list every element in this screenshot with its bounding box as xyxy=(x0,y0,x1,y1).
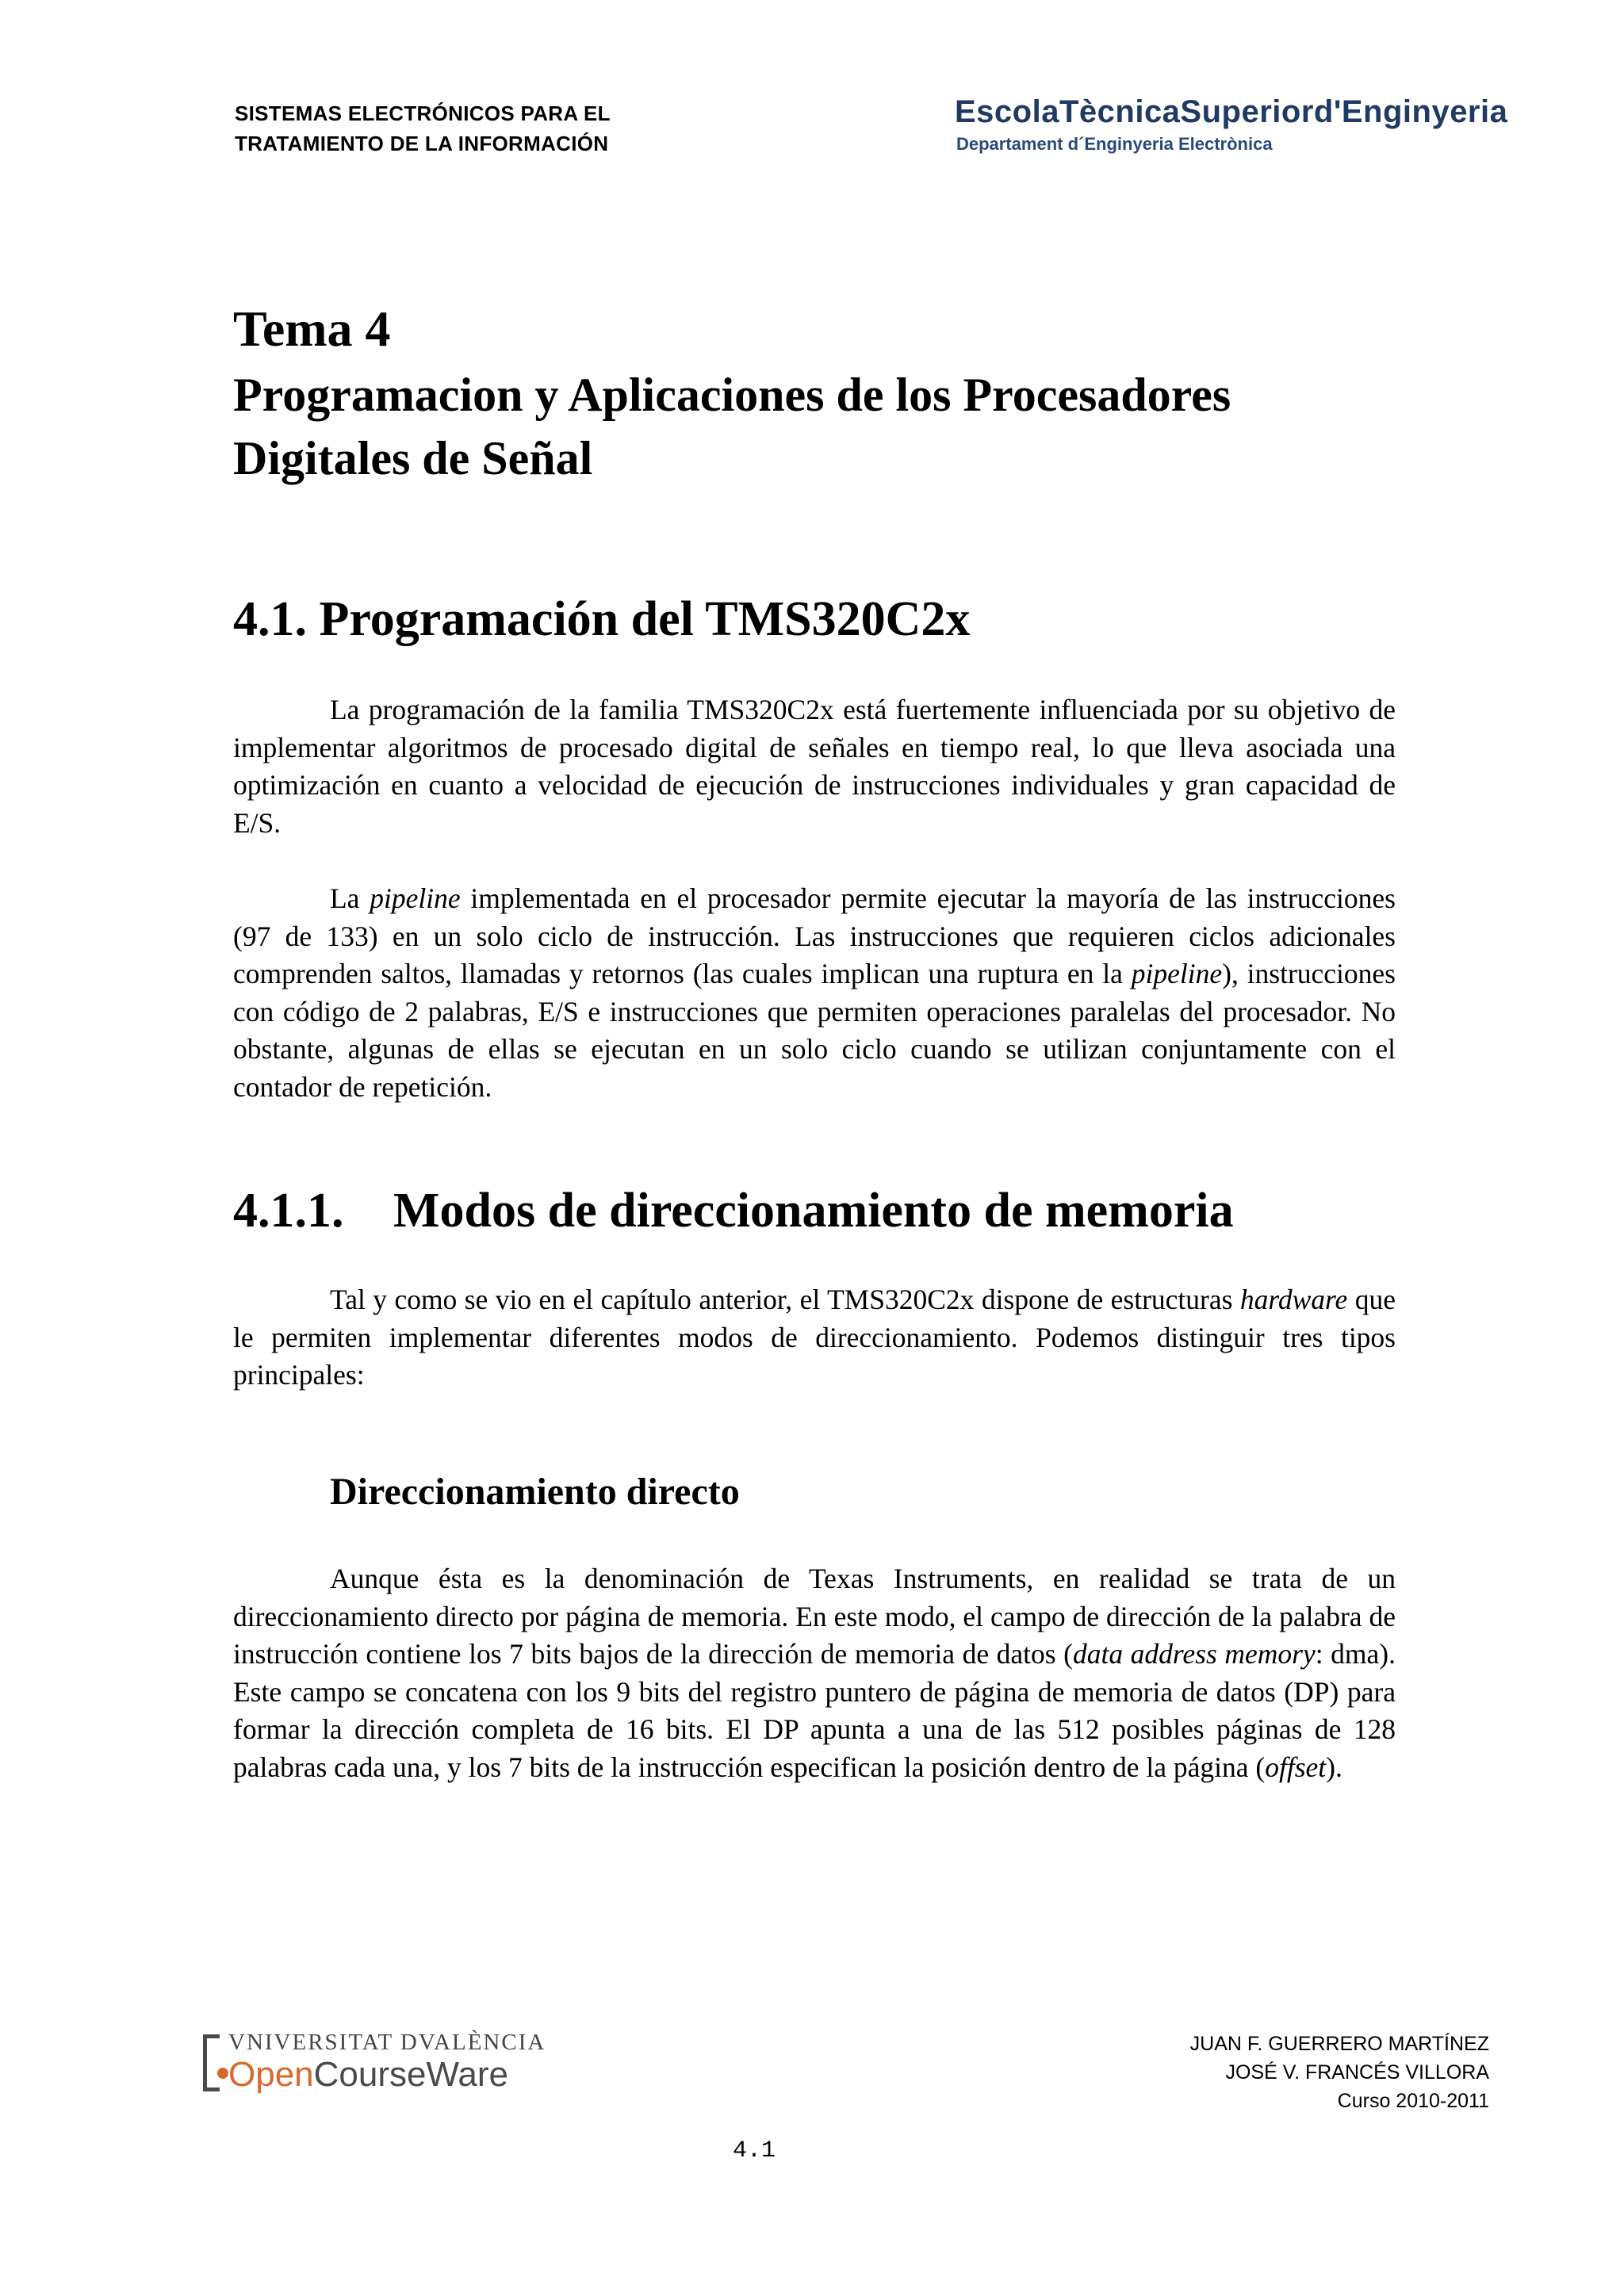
italic-term: hardware xyxy=(1239,1284,1348,1315)
school-name: EscolaTècnicaSuperiord'Enginyeria xyxy=(955,94,1508,129)
header-line-1: SISTEMAS ELECTRÓNICOS PARA EL xyxy=(235,101,611,125)
paragraph xyxy=(233,691,1396,842)
author-2: JOSÉ V. FRANCÉS VILLORA xyxy=(1225,2061,1489,2084)
ocw-open: Open xyxy=(228,2055,314,2094)
italic-term: data address memory xyxy=(1072,1638,1316,1670)
paragraph-text: La xyxy=(330,882,370,914)
paragraph xyxy=(233,880,1396,1106)
paragraph-text: implementada en el procesador permite ejecutar la mayoría de las instrucciones (97 de 133) en un solo ciclo de instrucción. Las instrucciones que requieren ciclos adicionales comprenden saltos, llamadas y retornos (las cuales implican una ruptura en la xyxy=(233,882,1396,989)
chapter-subtitle xyxy=(233,363,1423,490)
chapter-subtitle-line-2: Digitales de Señal xyxy=(233,432,593,484)
university-name: VNIVERSITAT DVALÈNCIA xyxy=(228,2030,546,2055)
paragraph-text: Tal y como se vio en el capítulo anterior, el TMS320C2x dispone de estructuras xyxy=(330,1284,1240,1315)
paragraph xyxy=(233,1560,1396,1786)
opencourseware-wordmark xyxy=(203,2056,568,2094)
logo-dot-icon xyxy=(217,2068,228,2079)
paragraph-text: que le permiten implementar diferentes modos de direccionamiento. Podemos distinguir tres tipos principales: xyxy=(233,1284,1396,1391)
paragraph-text: La programación de la familia TMS320C2x está fuertemente influenciada por su objetivo de implementar algoritmos de procesado digital de señales en tiempo real, lo que lleva asociada una optimización en cuanto a velocidad de ejecución de instrucciones individuales y gran capacidad de E/S. xyxy=(233,694,1396,839)
paragraph-text: ), instrucciones con código de 2 palabras, E/S e instrucciones que permiten operaciones paralelas del procesador. No obstante, algunas de ellas se ejecutan en un solo ciclo cuando se utilizan conjuntamente con el contador de repetición. xyxy=(233,958,1396,1103)
school-logo xyxy=(955,91,1508,167)
subsection-heading xyxy=(233,1180,1234,1242)
authors-block xyxy=(934,2030,1489,2115)
page-number: 4.1 xyxy=(733,2137,776,2164)
paragraph xyxy=(233,1281,1396,1395)
italic-term: offset xyxy=(1265,1751,1327,1783)
school-department: Departament d´Enginyeria Electrònica xyxy=(956,134,1273,154)
section-heading: 4.1. Programación del TMS320C2x xyxy=(233,592,971,646)
course-year: Curso 2010-2011 xyxy=(1337,2090,1489,2112)
paragraph-text: Aunque ésta es la denominación de Texas Instruments, en realidad se trata de un direccionamiento directo por página de memoria. En este modo, el campo de dirección de la palabra de instrucción contiene los 7 bits bajos de la dirección de memoria de datos ( xyxy=(233,1563,1396,1670)
paragraph-text: : dma). Este campo se concatena con los 9 bits del registro puntero de página de memoria de datos (DP) para formar la dirección completa de 16 bits. El DP apunta a una de las 512 posibles páginas de 128 palabras cada una, y los 7 bits de la instrucción especifican la posición dentro de la página ( xyxy=(233,1638,1396,1783)
italic-term: pipeline xyxy=(1131,958,1223,989)
chapter-subtitle-line-1: Programacion y Aplicaciones de los Procesadores xyxy=(233,369,1231,421)
running-header xyxy=(235,98,611,159)
logo-bracket-icon xyxy=(203,2034,220,2091)
chapter-title: Tema 4 xyxy=(233,300,391,357)
header-line-2: TRATAMIENTO DE LA INFORMACIÓN xyxy=(235,132,609,155)
ocw-rest: CourseWare xyxy=(313,2055,508,2094)
university-logo xyxy=(203,2030,568,2093)
author-1: JUAN F. GUERRERO MARTÍNEZ xyxy=(1189,2033,1489,2055)
paragraph-text: ). xyxy=(1326,1751,1342,1783)
subsubsection-heading: Direccionamiento directo xyxy=(330,1471,740,1513)
subsection-number: 4.1.1. xyxy=(233,1184,344,1238)
italic-term: pipeline xyxy=(370,882,461,914)
subsection-title: Modos de direccionamiento de memoria xyxy=(393,1184,1234,1238)
